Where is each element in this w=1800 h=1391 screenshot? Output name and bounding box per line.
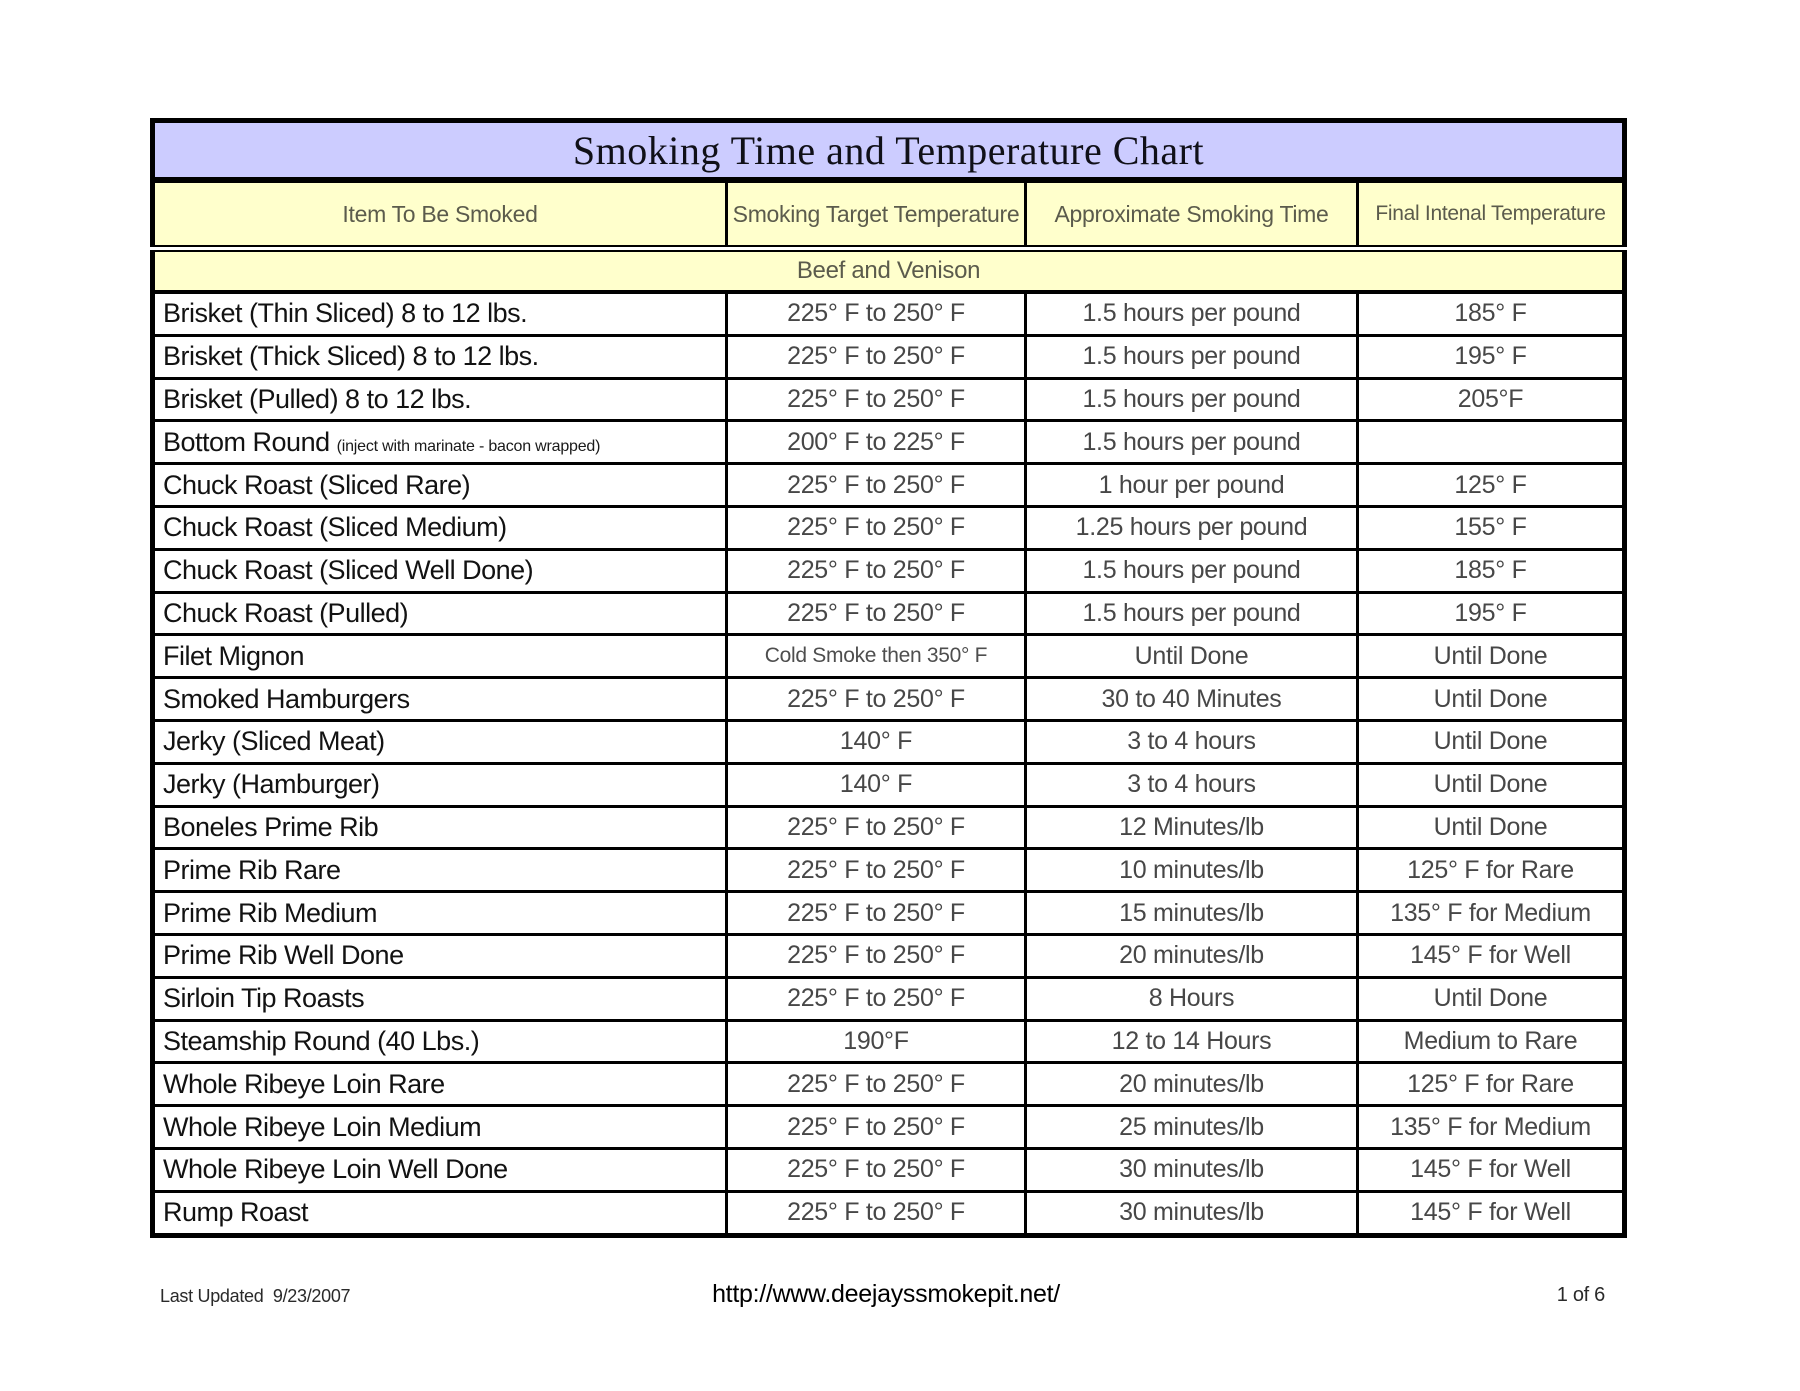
final-temperature-cell: 135° F for Medium xyxy=(1358,892,1625,935)
column-header-target-temperature: Smoking Target Temperature xyxy=(727,180,1026,249)
smoking-time-cell: 30 minutes/lb xyxy=(1026,1191,1358,1235)
item-cell xyxy=(153,763,727,806)
target-temperature-cell: 225° F to 250° F xyxy=(727,892,1026,935)
smoking-time-cell: 1.25 hours per pound xyxy=(1026,506,1358,549)
table-row xyxy=(153,806,1625,849)
table-row xyxy=(153,549,1625,592)
target-temperature-cell: 225° F to 250° F xyxy=(727,335,1026,378)
item-label: Jerky (Hamburger) xyxy=(163,769,380,800)
final-temperature-cell: Until Done xyxy=(1358,763,1625,806)
item-cell xyxy=(153,292,727,335)
target-temperature-cell: 225° F to 250° F xyxy=(727,292,1026,335)
final-temperature-cell: 125° F for Rare xyxy=(1358,1063,1625,1106)
final-temperature-cell: 195° F xyxy=(1358,335,1625,378)
column-header-row xyxy=(153,180,1625,249)
item-label: Sirloin Tip Roasts xyxy=(163,983,365,1014)
final-temperature-cell: 195° F xyxy=(1358,592,1625,635)
section-header-row xyxy=(153,249,1625,293)
table-row xyxy=(153,977,1625,1020)
target-temperature-cell: 140° F xyxy=(727,763,1026,806)
item-label: Chuck Roast (Pulled) xyxy=(163,597,409,628)
target-temperature-cell: 225° F to 250° F xyxy=(727,378,1026,421)
item-label: Chuck Roast (Sliced Well Done) xyxy=(163,555,534,586)
item-cell xyxy=(153,1148,727,1191)
table-row xyxy=(153,892,1625,935)
item-label: Brisket (Thick Sliced) 8 to 12 lbs. xyxy=(163,341,539,372)
table-row xyxy=(153,849,1625,892)
item-label: Whole Ribeye Loin Medium xyxy=(163,1111,482,1142)
item-cell xyxy=(153,720,727,763)
final-temperature-cell: 125° F for Rare xyxy=(1358,849,1625,892)
item-cell xyxy=(153,678,727,721)
item-label: Smoked Hamburgers xyxy=(163,683,410,714)
final-temperature-cell: 185° F xyxy=(1358,292,1625,335)
table-row xyxy=(153,421,1625,464)
final-temperature-cell xyxy=(1358,421,1625,464)
final-temperature-cell: 185° F xyxy=(1358,549,1625,592)
smoking-time-cell: 8 Hours xyxy=(1026,977,1358,1020)
smoking-time-cell: 1.5 hours per pound xyxy=(1026,421,1358,464)
table-row xyxy=(153,1148,1625,1191)
final-temperature-cell: 155° F xyxy=(1358,506,1625,549)
item-cell xyxy=(153,464,727,507)
title-row xyxy=(153,121,1625,181)
smoking-time-cell: 1.5 hours per pound xyxy=(1026,378,1358,421)
item-label: Steamship Round (40 Lbs.) xyxy=(163,1025,480,1056)
target-temperature-cell: Cold Smoke then 350° F xyxy=(727,635,1026,678)
final-temperature-cell: Until Done xyxy=(1358,806,1625,849)
smoking-time-cell: 3 to 4 hours xyxy=(1026,720,1358,763)
final-temperature-cell: Until Done xyxy=(1358,977,1625,1020)
target-temperature-cell: 200° F to 225° F xyxy=(727,421,1026,464)
target-temperature-cell: 225° F to 250° F xyxy=(727,806,1026,849)
item-label: Brisket (Pulled) 8 to 12 lbs. xyxy=(163,383,472,414)
smoking-time-cell: 12 Minutes/lb xyxy=(1026,806,1358,849)
item-cell xyxy=(153,892,727,935)
target-temperature-cell: 225° F to 250° F xyxy=(727,549,1026,592)
item-cell xyxy=(153,378,727,421)
item-cell xyxy=(153,549,727,592)
table-row xyxy=(153,335,1625,378)
table-row xyxy=(153,378,1625,421)
smoking-time-cell: 25 minutes/lb xyxy=(1026,1106,1358,1149)
target-temperature-cell: 225° F to 250° F xyxy=(727,934,1026,977)
item-label: Prime Rib Medium xyxy=(163,897,378,928)
final-temperature-cell: Until Done xyxy=(1358,720,1625,763)
target-temperature-cell: 225° F to 250° F xyxy=(727,1063,1026,1106)
item-label: Boneles Prime Rib xyxy=(163,811,379,842)
item-label: Whole Ribeye Loin Well Done xyxy=(163,1154,508,1185)
smoking-time-cell: 3 to 4 hours xyxy=(1026,763,1358,806)
page-number: 1 of 6 xyxy=(1556,1284,1605,1306)
target-temperature-cell: 225° F to 250° F xyxy=(727,1148,1026,1191)
target-temperature-cell: 225° F to 250° F xyxy=(727,1191,1026,1235)
final-temperature-cell: Until Done xyxy=(1358,635,1625,678)
table-row xyxy=(153,292,1625,335)
page-title: Smoking Time and Temperature Chart xyxy=(153,121,1625,181)
smoking-time-cell: 20 minutes/lb xyxy=(1026,1063,1358,1106)
table-row xyxy=(153,1191,1625,1235)
smoking-time-cell: 20 minutes/lb xyxy=(1026,934,1358,977)
target-temperature-cell: 225° F to 250° F xyxy=(727,1106,1026,1149)
smoking-time-cell: 1.5 hours per pound xyxy=(1026,549,1358,592)
section-header: Beef and Venison xyxy=(153,249,1625,293)
table-row xyxy=(153,763,1625,806)
item-label: Filet Mignon xyxy=(163,640,305,671)
item-cell xyxy=(153,635,727,678)
table-row xyxy=(153,464,1625,507)
smoking-time-cell: 30 to 40 Minutes xyxy=(1026,678,1358,721)
item-label: Brisket (Thin Sliced) 8 to 12 lbs. xyxy=(163,298,528,329)
final-temperature-cell: Medium to Rare xyxy=(1358,1020,1625,1063)
column-header-item: Item To Be Smoked xyxy=(153,180,727,249)
target-temperature-cell: 225° F to 250° F xyxy=(727,464,1026,507)
page-footer xyxy=(0,1278,1800,1322)
item-cell xyxy=(153,849,727,892)
table-row xyxy=(153,635,1625,678)
target-temperature-cell: 225° F to 250° F xyxy=(727,592,1026,635)
item-cell xyxy=(153,421,727,464)
footer-url: http://www.deejayssmokepit.net/ xyxy=(712,1280,1060,1308)
smoking-time-cell: 1.5 hours per pound xyxy=(1026,292,1358,335)
item-cell xyxy=(153,335,727,378)
item-cell xyxy=(153,1191,727,1235)
final-temperature-cell: 145° F for Well xyxy=(1358,1148,1625,1191)
last-updated-label: Last Updated 9/23/2007 xyxy=(160,1286,351,1306)
final-temperature-cell: Until Done xyxy=(1358,678,1625,721)
target-temperature-cell: 190°F xyxy=(727,1020,1026,1063)
table-row xyxy=(153,678,1625,721)
item-cell xyxy=(153,977,727,1020)
item-label: Prime Rib Rare xyxy=(163,854,341,885)
smoking-time-cell: 15 minutes/lb xyxy=(1026,892,1358,935)
smoking-time-cell: Until Done xyxy=(1026,635,1358,678)
item-label: Jerky (Sliced Meat) xyxy=(163,726,385,757)
column-header-final-temperature: Final Intenal Temperature xyxy=(1358,180,1625,249)
smoking-time-cell: 12 to 14 Hours xyxy=(1026,1020,1358,1063)
table-row xyxy=(153,720,1625,763)
smoking-time-cell: 1 hour per pound xyxy=(1026,464,1358,507)
column-header-smoking-time: Approximate Smoking Time xyxy=(1026,180,1358,249)
item-note: (inject with marinate - bacon wrapped) xyxy=(336,437,601,455)
final-temperature-cell: 145° F for Well xyxy=(1358,1191,1625,1235)
target-temperature-cell: 140° F xyxy=(727,720,1026,763)
smoking-time-cell: 1.5 hours per pound xyxy=(1026,335,1358,378)
smoking-time-cell: 30 minutes/lb xyxy=(1026,1148,1358,1191)
smoking-chart-table xyxy=(150,118,1627,1238)
item-label: Rump Roast xyxy=(163,1197,309,1228)
table-row xyxy=(153,934,1625,977)
smoking-time-cell: 10 minutes/lb xyxy=(1026,849,1358,892)
table-row xyxy=(153,506,1625,549)
item-label: Chuck Roast (Sliced Rare) xyxy=(163,469,471,500)
item-cell xyxy=(153,1106,727,1149)
item-cell xyxy=(153,934,727,977)
table-row xyxy=(153,1063,1625,1106)
item-label: Prime Rib Well Done xyxy=(163,940,404,971)
target-temperature-cell: 225° F to 250° F xyxy=(727,849,1026,892)
table-row xyxy=(153,592,1625,635)
item-cell xyxy=(153,592,727,635)
target-temperature-cell: 225° F to 250° F xyxy=(727,678,1026,721)
target-temperature-cell: 225° F to 250° F xyxy=(727,977,1026,1020)
target-temperature-cell: 225° F to 250° F xyxy=(727,506,1026,549)
final-temperature-cell: 205°F xyxy=(1358,378,1625,421)
final-temperature-cell: 145° F for Well xyxy=(1358,934,1625,977)
item-label: Chuck Roast (Sliced Medium) xyxy=(163,512,507,543)
final-temperature-cell: 125° F xyxy=(1358,464,1625,507)
smoking-time-cell: 1.5 hours per pound xyxy=(1026,592,1358,635)
table-row xyxy=(153,1106,1625,1149)
item-label: Whole Ribeye Loin Rare xyxy=(163,1068,445,1099)
item-cell xyxy=(153,806,727,849)
item-cell xyxy=(153,1020,727,1063)
table-body xyxy=(153,292,1625,1235)
item-label: Bottom Round xyxy=(163,426,330,457)
item-cell xyxy=(153,506,727,549)
final-temperature-cell: 135° F for Medium xyxy=(1358,1106,1625,1149)
item-cell xyxy=(153,1063,727,1106)
table-row xyxy=(153,1020,1625,1063)
